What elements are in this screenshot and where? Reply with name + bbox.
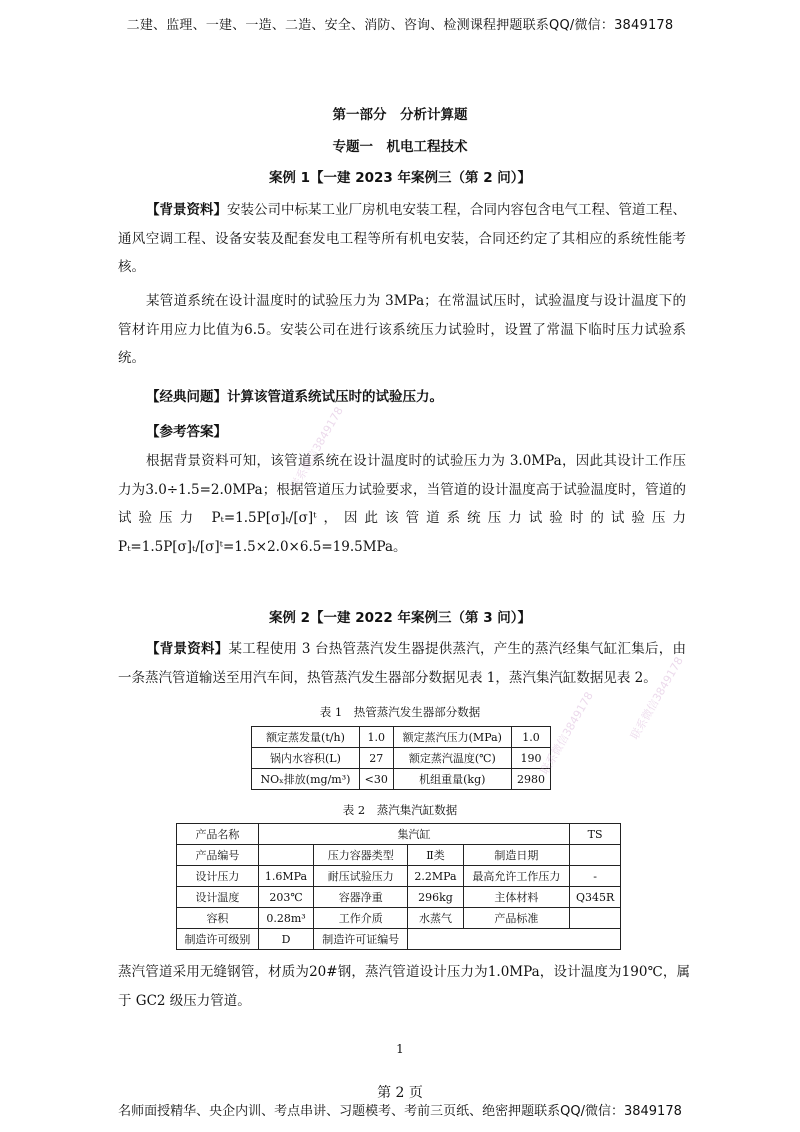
- table-cell: -: [570, 866, 621, 887]
- table-row: [177, 866, 621, 887]
- table-cell: 工作介质: [314, 908, 408, 929]
- table-row: [177, 887, 621, 908]
- page-footer: 名师面授精华、央企内训、考点串讲、习题模考、考前三页纸、绝密押题联系QQ/微信：3849178: [118, 1104, 682, 1119]
- part-title: 第一部分 分析计算题: [332, 107, 468, 123]
- watermark-text: 联系微信3849178: [628, 654, 686, 742]
- table-cell: [408, 929, 621, 950]
- table1-caption: 表 1 热管蒸汽发生器部分数据: [319, 705, 481, 719]
- table-cell: 设计压力: [177, 866, 259, 887]
- table-cell: 0.28m³: [258, 908, 313, 929]
- topic-title: 专题一 机电工程技术: [332, 139, 468, 155]
- table-cell: 296kg: [408, 887, 463, 908]
- table-cell: 额定蒸汽温度(℃): [393, 748, 511, 769]
- table-cell: 制造许可级别: [177, 929, 259, 950]
- table-cell: 1.0: [359, 727, 393, 748]
- bg-text: 安装公司中标某工业厂房机电安装工程，合同内容包含电气工程、管道工程、通风空调工程、设备安装及配套发电工程等所有机电安装，合同还约定了其相应的系统性能考核。: [118, 202, 686, 275]
- table-row: [252, 769, 551, 790]
- case1-background: [118, 196, 686, 282]
- case2-after-text: 蒸汽管道采用无缝钢管，材质为20#钢，蒸汽管道设计压力为1.0MPa，设计温度为190℃，属于 GC2 级压力管道。: [118, 964, 690, 1009]
- case1-paragraph-2: 某管道系统在设计温度时的试验压力为 3MPa；在常温试压时，试验温度与设计温度下的管材许用应力比值为6.5。安装公司在进行该系统压力试验时，设置了常温下临时压力试验系统。: [118, 293, 686, 366]
- table-row: [252, 727, 551, 748]
- table-cell: D: [258, 929, 313, 950]
- table-cell: 机组重量(kg): [393, 769, 511, 790]
- table2: [176, 823, 621, 950]
- table-row: [177, 929, 621, 950]
- table-cell: 产品编号: [177, 845, 259, 866]
- table-cell: 产品名称: [177, 824, 259, 845]
- page-header: 二建、监理、一建、一造、二造、安全、消防、咨询、检测课程押题联系QQ/微信：3849178: [126, 18, 674, 33]
- table-cell: 容器净重: [314, 887, 408, 908]
- table-cell: [570, 908, 621, 929]
- table1: [251, 726, 551, 790]
- table-cell: 水蒸气: [408, 908, 463, 929]
- bg-label: 【背景资料】: [146, 202, 227, 218]
- table-cell: <30: [359, 769, 393, 790]
- watermark-text: 联系微信3849178: [538, 689, 596, 777]
- table-cell: 锅内水容积(L): [252, 748, 360, 769]
- case1-answer: 根据背景资料可知，该管道系统在设计温度时的试验压力为 3.0MPa，因此其设计工作压力为3.0÷1.5=2.0MPa；根据管道压力试验要求，当管道的设计温度高于试验温度时，管道的试验压力 Pₜ=1.5P[σ]ₜ/[σ]ᵗ，因此该管道系统压力试验时的试验压力Pₜ=1.5P[σ]ₜ/[σ]ᵗ=1.5×2.0×6.5=19.5MPa。: [118, 453, 686, 555]
- page-number: 1: [396, 1042, 404, 1056]
- table-row: [177, 824, 621, 845]
- table-cell: 203℃: [258, 887, 313, 908]
- case1-question: 【经典问题】计算该管道系统试压时的试验压力。: [146, 389, 443, 405]
- table-cell: 耐压试验压力: [314, 866, 408, 887]
- table-cell: Ⅱ类: [408, 845, 463, 866]
- table-cell: 额定蒸汽压力(MPa): [393, 727, 511, 748]
- table-cell: 2980: [512, 769, 551, 790]
- case2-background: [118, 635, 686, 692]
- table-cell: NOₓ排放(mg/m³): [252, 769, 360, 790]
- table-cell: 容积: [177, 908, 259, 929]
- case1-title: 案例 1【一建 2023 年案例三（第 2 问）】: [268, 170, 532, 186]
- bg-text: 某工程使用 3 台热管蒸汽发生器提供蒸汽，产生的蒸汽经集气缸汇集后，由一条蒸汽管道输送至用汽车间，热管蒸汽发生器部分数据见表 1，蒸汽集汽缸数据见表 2。: [118, 641, 687, 686]
- table-cell: [258, 845, 313, 866]
- table-row: [177, 908, 621, 929]
- table-cell: 产品标准: [463, 908, 570, 929]
- table-cell: TS: [570, 824, 621, 845]
- table-cell: Q345R: [570, 887, 621, 908]
- table-cell: 1.0: [512, 727, 551, 748]
- case2-title: 案例 2【一建 2022 年案例三（第 3 问）】: [268, 610, 532, 626]
- table-cell: [570, 845, 621, 866]
- table-cell: 2.2MPa: [408, 866, 463, 887]
- answer-label: 【参考答案】: [146, 424, 227, 440]
- table-cell: 制造日期: [463, 845, 570, 866]
- table-row: [177, 845, 621, 866]
- table-cell: 额定蒸发量(t/h): [252, 727, 360, 748]
- table-cell: 集汽缸: [258, 824, 569, 845]
- table-row: [252, 748, 551, 769]
- table-cell: 最高允许工作压力: [463, 866, 570, 887]
- table-cell: 主体材料: [463, 887, 570, 908]
- table-cell: 压力容器类型: [314, 845, 408, 866]
- page-label: 第 2 页: [377, 1085, 423, 1101]
- table-cell: 设计温度: [177, 887, 259, 908]
- watermark-text: 联系微信3849178: [288, 404, 346, 492]
- table-cell: 1.6MPa: [258, 866, 313, 887]
- table-cell: 190: [512, 748, 551, 769]
- table-cell: 制造许可证编号: [314, 929, 408, 950]
- table-cell: 27: [359, 748, 393, 769]
- bg-label: 【背景资料】: [146, 641, 229, 657]
- table2-caption: 表 2 蒸汽集汽缸数据: [342, 803, 458, 817]
